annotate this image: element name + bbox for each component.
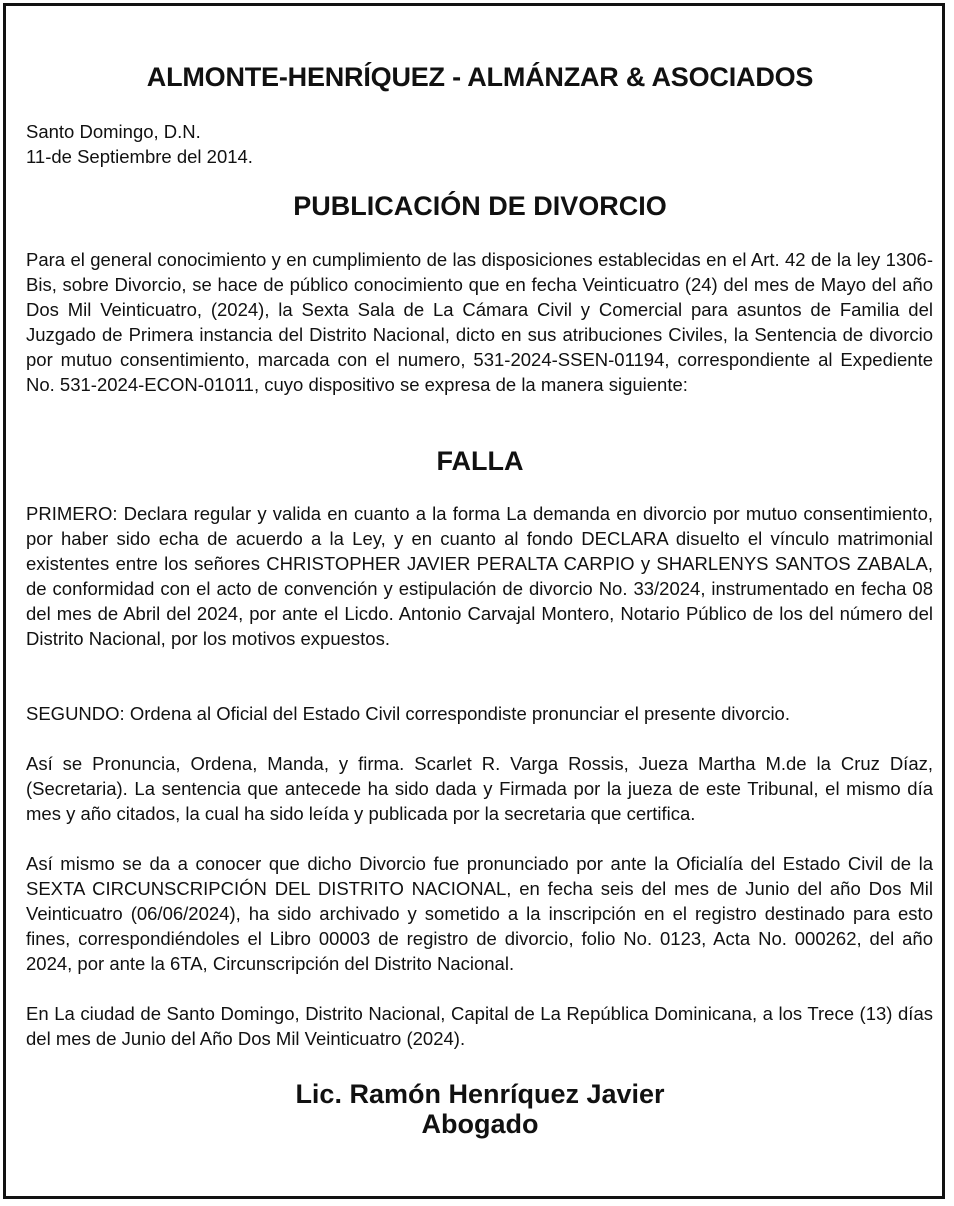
intro-paragraph: Para el general conocimiento y en cumplimiento de las disposiciones establecidas en el Art. 42 de la ley 1306-Bis, sobre Divorcio, se hace de público conocimiento que en fecha Veinticuatro (24) del mes de Mayo del año Dos Mil Veinticuatro, (2024), la Sexta Sala de La Cámara Civil y Comercial para asuntos de Familia del Juzgado de Primera instancia del Distrito Nacional, dicto en sus atribuciones Civiles, la Sentencia de divorcio por mutuo consentimiento, marcada con el numero, 531-2024-SSEN-01194, correspondiente al Expediente No. 531-2024-ECON-01011, cuyo dispositivo se expresa de la manera siguiente:	[26, 249, 933, 395]
falla-title: FALLA	[436, 446, 524, 476]
date-text: 11-de Septiembre del 2014.	[26, 146, 253, 167]
signatory-role: Abogado	[421, 1109, 539, 1139]
asi-mismo-paragraph: Así mismo se da a conocer que dicho Divorcio fue pronunciado por ante la Oficialía del Estado Civil de la SEXTA CIRCUNSCRIPCIÓN DEL DISTRITO NACIONAL, en fecha seis del mes de Junio del año Dos Mil Veinticuatro (06/06/2024), ha sido archivado y sometido a la inscripción en el registro destinado para esto fines, correspondiéndoles el Libro 00003 de registro de divorcio, folio No. 0123, Acta No. 000262, del año 2024, por ante la 6TA, Circunscripción del Distrito Nacional.	[26, 853, 933, 974]
publication-title: PUBLICACIÓN DE DIVORCIO	[293, 191, 667, 221]
location-text: Santo Domingo, D.N.	[26, 121, 201, 142]
signature-block	[6, 1079, 954, 1139]
document-frame	[3, 3, 945, 1199]
signatory-name: Lic. Ramón Henríquez Javier	[295, 1079, 665, 1109]
firm-name: ALMONTE-HENRÍQUEZ - ALMÁNZAR & ASOCIADOS	[146, 62, 814, 92]
ciudad-paragraph: En La ciudad de Santo Domingo, Distrito Nacional, Capital de La República Dominicana, a los Trece (13) días del mes de Junio del Año Dos Mil Veinticuatro (2024).	[26, 1003, 933, 1049]
primero-paragraph: PRIMERO: Declara regular y valida en cuanto a la forma La demanda en divorcio por mutuo consentimiento, por haber sido echa de acuerdo a la Ley, y en cuanto al fondo DECLARA disuelto el vínculo matrimonial existentes entre los señores CHRISTOPHER JAVIER PERALTA CARPIO y SHARLENYS SANTOS ZABALA, de conformidad con el acto de convención y estipulación de divorcio No. 33/2024, instrumentado en fecha 08 del mes de Abril del 2024, por ante el Licdo. Antonio Carvajal Montero, Notario Público de los del número del Distrito Nacional, por los motivos expuestos.	[26, 503, 933, 649]
segundo-paragraph: SEGUNDO: Ordena al Oficial del Estado Civil correspondiste pronunciar el presente divorcio.	[26, 703, 790, 724]
asi-se-paragraph: Así se Pronuncia, Ordena, Manda, y firma. Scarlet R. Varga Rossis, Jueza Martha M.de la Cruz Díaz, (Secretaria). La sentencia que antecede ha sido dada y Firmada por la jueza de este Tribunal, el mismo día mes y año citados, la cual ha sido leída y publicada por la secretaria que certifica.	[26, 753, 933, 824]
place-date-block	[26, 119, 253, 169]
